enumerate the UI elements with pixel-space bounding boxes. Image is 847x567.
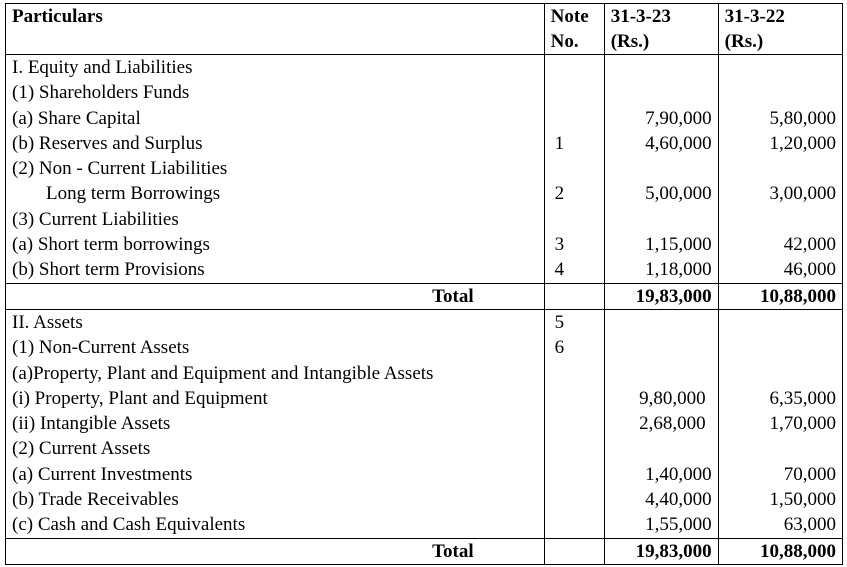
value-2023: 7,90,000 xyxy=(604,106,718,131)
header-note: Note No. xyxy=(544,4,604,55)
value-2022: 1,20,000 xyxy=(718,131,842,156)
value-2022: 63,000 xyxy=(718,512,842,538)
row-label: (b) Trade Receivables xyxy=(6,487,545,512)
table-row xyxy=(6,462,843,487)
table-row xyxy=(6,487,843,512)
total-row-liabilities xyxy=(6,283,843,309)
value-2023: 9,80,000 xyxy=(604,386,718,411)
total-2023: 19,83,000 xyxy=(604,283,718,309)
group-label: (2) Current Assets xyxy=(6,436,545,461)
table-row xyxy=(6,106,843,131)
table-row xyxy=(6,131,843,156)
table-row xyxy=(6,80,843,105)
group-label: (3) Current Liabilities xyxy=(6,207,545,232)
note-cell: 4 xyxy=(544,257,604,283)
note-cell: 1 xyxy=(544,131,604,156)
value-2022: 70,000 xyxy=(718,462,842,487)
value-2022: 3,00,000 xyxy=(718,181,842,206)
table-row xyxy=(6,55,843,81)
row-label: (ii) Intangible Assets xyxy=(6,411,545,436)
value-2023: 2,68,000 xyxy=(604,411,718,436)
value-2022: 1,70,000 xyxy=(718,411,842,436)
value-2022: 5,80,000 xyxy=(718,106,842,131)
value-2022: 42,000 xyxy=(718,232,842,257)
value-2022: 1,50,000 xyxy=(718,487,842,512)
total-2022: 10,88,000 xyxy=(718,283,842,309)
note-cell: 2 xyxy=(544,181,604,206)
value-2022: 6,35,000 xyxy=(718,386,842,411)
table-row xyxy=(6,232,843,257)
total-2023: 19,83,000 xyxy=(604,538,718,564)
value-2023: 1,15,000 xyxy=(604,232,718,257)
total-2022: 10,88,000 xyxy=(718,538,842,564)
total-row-assets xyxy=(6,538,843,564)
value-2023: 4,60,000 xyxy=(604,131,718,156)
header-row xyxy=(6,4,843,55)
balance-sheet-table xyxy=(5,3,843,565)
table-row xyxy=(6,512,843,538)
group-label: (1) Non-Current Assets xyxy=(6,335,545,360)
table-row xyxy=(6,361,843,386)
value-2023: 1,18,000 xyxy=(604,257,718,283)
row-label: (a) Current Investments xyxy=(6,462,545,487)
note-cell: 5 xyxy=(544,309,604,335)
note-cell xyxy=(544,106,604,131)
table-row xyxy=(6,411,843,436)
header-2022: 31-3-22 (Rs.) xyxy=(718,4,842,55)
table-row xyxy=(6,309,843,335)
row-label: (c) Cash and Cash Equivalents xyxy=(6,512,545,538)
total-label: Total xyxy=(6,283,545,309)
section-title-assets: II. Assets xyxy=(6,309,545,335)
row-label: (b) Short term Provisions xyxy=(6,257,545,283)
table-row xyxy=(6,156,843,181)
row-label: Long term Borrowings xyxy=(6,181,545,206)
group-label: (2) Non - Current Liabilities xyxy=(6,156,545,181)
row-label: (i) Property, Plant and Equipment xyxy=(6,386,545,411)
value-2023: 5,00,000 xyxy=(604,181,718,206)
table-row xyxy=(6,181,843,206)
value-2023: 1,55,000 xyxy=(604,512,718,538)
group-label: (1) Shareholders Funds xyxy=(6,80,545,105)
row-label: (a) Share Capital xyxy=(6,106,545,131)
table-row xyxy=(6,207,843,232)
table-row xyxy=(6,386,843,411)
row-label: (a) Short term borrowings xyxy=(6,232,545,257)
value-2023: 1,40,000 xyxy=(604,462,718,487)
value-2023: 4,40,000 xyxy=(604,487,718,512)
note-cell: 6 xyxy=(544,335,604,360)
header-2023: 31-3-23 (Rs.) xyxy=(604,4,718,55)
total-label: Total xyxy=(6,538,545,564)
group-label: (a)Property, Plant and Equipment and Intangible Assets xyxy=(6,361,545,386)
table-row xyxy=(6,436,843,461)
table-row xyxy=(6,257,843,283)
value-2022: 46,000 xyxy=(718,257,842,283)
header-particulars: Particulars xyxy=(6,4,545,55)
note-cell: 3 xyxy=(544,232,604,257)
section-title-liabilities: I. Equity and Liabilities xyxy=(6,55,545,81)
row-label: (b) Reserves and Surplus xyxy=(6,131,545,156)
table-row xyxy=(6,335,843,360)
